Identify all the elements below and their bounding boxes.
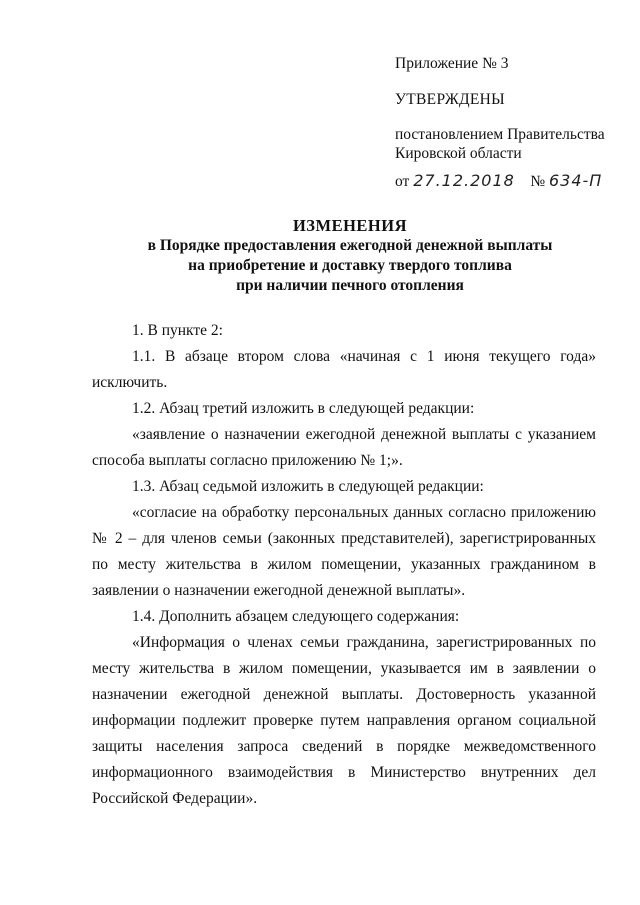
approved-heading: УТВЕРЖДЕНЫ xyxy=(395,91,505,108)
paragraph-1-1: 1.1. В абзаце втором слова «начиная с 1 июня текущего года» исключить. xyxy=(92,348,596,391)
date-prefix: от xyxy=(395,173,410,190)
paragraph-1-2-text: «заявление о назначении ежегодной денежной выплаты с указанием способа выплаты согласно приложению № 1;». xyxy=(92,426,596,469)
handwritten-number: 634-П xyxy=(548,171,603,190)
paragraph-1: 1. В пункте 2: xyxy=(132,322,223,339)
annex-number: Приложение № 3 xyxy=(395,55,509,72)
decree-date-line xyxy=(395,171,602,191)
number-prefix: № xyxy=(530,173,546,190)
title-line-2: на приобретение и доставку твердого топлива xyxy=(188,257,512,274)
document-title xyxy=(60,216,640,296)
title-line-1: в Порядке предоставления ежегодной денежной выплаты xyxy=(147,237,553,254)
paragraph-1-3: 1.3. Абзац седьмой изложить в следующей редакции: xyxy=(132,478,484,495)
paragraph-1-3-text: «согласие на обработку персональных данных согласно приложению № 2 – для членов семьи (законных представителей), зарегистрированных по месту жительства в жилом помещении, указанных гражданином в заявлении о назначении ежегодной денежной выплаты». xyxy=(92,504,596,599)
handwritten-date: 27.12.2018 xyxy=(413,171,515,190)
paragraph-1-4-text: «Информация о членах семьи гражданина, зарегистрированных по месту жительства в жилом помещении, указывается им в заявлении о назначении ежегодной денежной выплаты. Достоверность указанной информации подлежит проверке путем направления органом социальной защиты населения запроса сведений в порядке межведомственного информационного взаимодействия в Министерство внутренних дел Российской Федерации». xyxy=(92,634,596,807)
decree-reference xyxy=(395,125,635,163)
paragraph-1-4: 1.4. Дополнить абзацем следующего содержания: xyxy=(132,608,460,625)
decree-line-2: Кировской области xyxy=(395,145,522,162)
decree-line-1: постановлением Правительства xyxy=(395,126,605,143)
title-line-3: при наличии печного отопления xyxy=(236,277,464,294)
title-main: ИЗМЕНЕНИЯ xyxy=(292,216,408,235)
paragraph-1-2: 1.2. Абзац третий изложить в следующей редакции: xyxy=(132,400,475,417)
